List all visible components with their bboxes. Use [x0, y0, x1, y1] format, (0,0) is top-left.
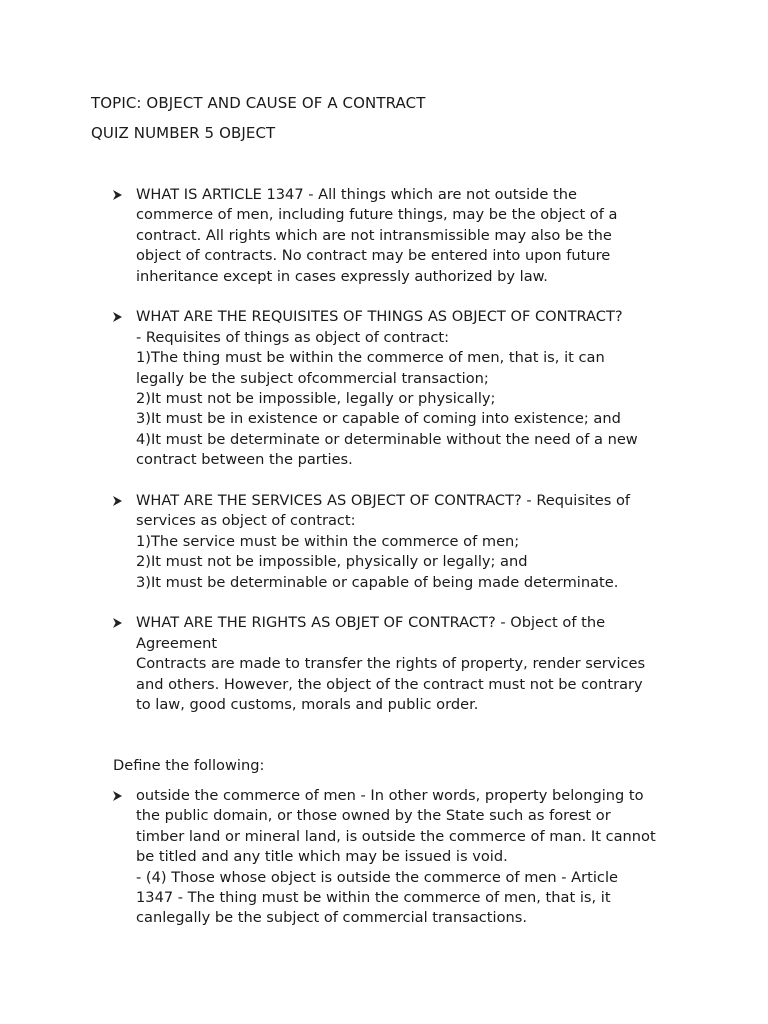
- arrowhead-bullet-icon: [113, 312, 122, 322]
- arrowhead-bullet-icon: [113, 496, 122, 506]
- text-line: contract between the parties.: [136, 451, 353, 469]
- text-line: legally be the subject ofcommercial transaction;: [136, 369, 489, 387]
- text-line: WHAT ARE THE SERVICES AS OBJECT OF CONTRACT? - Requisites of: [136, 492, 631, 510]
- text-line: outside the commerce of men - In other words, property belonging to: [136, 787, 644, 804]
- text-line: 3)It must be determinable or capable of being made determinate.: [136, 573, 619, 591]
- text-line: timber land or mineral land, is outside the commerce of man. It cannot: [136, 827, 656, 845]
- text-line: Contracts are made to transfer the rights of property, render services: [136, 655, 646, 673]
- text-line: 1)The thing must be within the commerce of men, that is, it can: [136, 349, 605, 367]
- text-line: WHAT IS ARTICLE 1347 - All things which are not outside the: [136, 186, 577, 203]
- text-line: WHAT ARE THE RIGHTS AS OBJET OF CONTRACT? - Object of the: [136, 614, 606, 632]
- list-item: [113, 307, 673, 470]
- text-line: 3)It must be in existence or capable of coming into existence; and: [136, 410, 621, 428]
- list-item: [113, 786, 673, 929]
- text-line: object of contracts. No contract may be entered into upon future: [136, 247, 611, 265]
- quiz-heading: QUIZ NUMBER 5 OBJECT: [91, 124, 276, 142]
- text-line: Agreement: [136, 634, 218, 652]
- text-line: WHAT ARE THE REQUISITES OF THINGS AS OBJECT OF CONTRACT?: [136, 308, 623, 326]
- text-line: 2)It must not be impossible, legally or physically;: [136, 390, 496, 408]
- text-line: the public domain, or those owned by the State such as forest or: [136, 807, 611, 825]
- text-line: contract. All rights which are not intransmissible may also be the: [136, 226, 612, 244]
- text-line: - (4) Those whose object is outside the commerce of men - Article: [136, 868, 618, 886]
- text-line: 1347 - The thing must be within the commerce of men, that is, it: [136, 889, 611, 907]
- list-item: [113, 613, 673, 715]
- text-line: be titled and any title which may be issued is void.: [136, 848, 508, 866]
- arrowhead-bullet-icon: [113, 190, 122, 200]
- text-line: - Requisites of things as object of contract:: [136, 328, 450, 346]
- list-item: [113, 491, 673, 593]
- text-line: inheritance except in cases expressly authorized by law.: [136, 267, 548, 285]
- topic-heading: TOPIC: OBJECT AND CAUSE OF A CONTRACT: [91, 94, 426, 112]
- text-line: 2)It must not be impossible, physically or legally; and: [136, 553, 528, 571]
- list-item: [113, 185, 673, 287]
- text-line: canlegally be the subject of commercial transactions.: [136, 909, 527, 927]
- text-line: services as object of contract:: [136, 512, 356, 530]
- text-line: 1)The service must be within the commerce of men;: [136, 532, 520, 550]
- question-list: [113, 185, 673, 736]
- arrowhead-bullet-icon: [113, 791, 122, 801]
- text-line: 4)It must be determinate or determinable without the need of a new: [136, 430, 638, 448]
- text-line: and others. However, the object of the contract must not be contrary: [136, 675, 643, 693]
- definition-list: [113, 786, 673, 949]
- text-line: to law, good customs, morals and public order.: [136, 696, 479, 714]
- define-heading: Define the following:: [113, 757, 265, 774]
- text-line: commerce of men, including future things, may be the object of a: [136, 206, 618, 224]
- arrowhead-bullet-icon: [113, 618, 122, 628]
